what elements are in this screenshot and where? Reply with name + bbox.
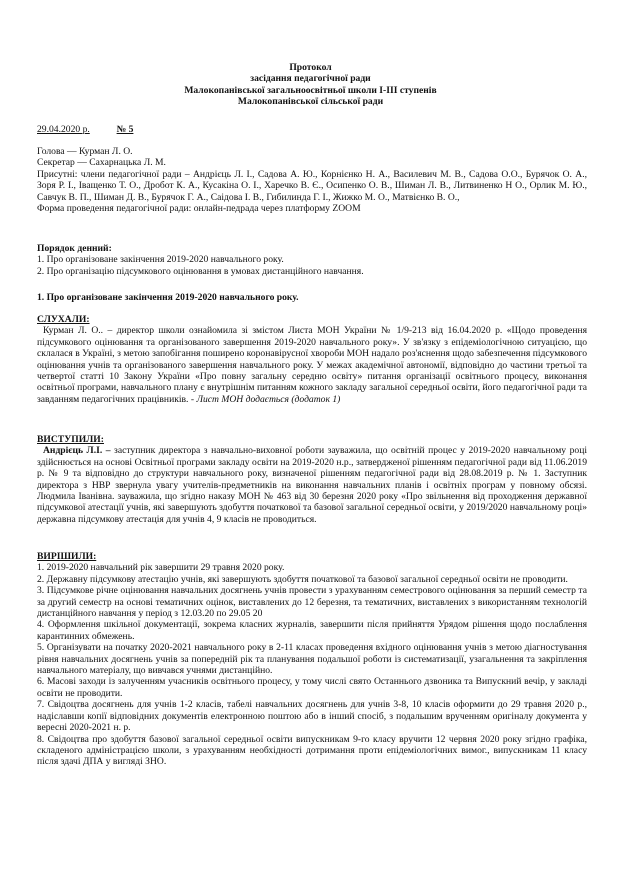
spoke-text: [37, 445, 587, 525]
agenda-block: [37, 243, 587, 277]
heard-title: СЛУХАЛИ:: [37, 314, 90, 325]
meeting-date: 29.04.2020 р.: [37, 124, 90, 135]
decision-item: 8. Свідоцтва про здобуття базової загальної середньої освіти випускникам 9-го класу вручити 12 червня 2020 року згідно графіка, складеного адміністрацією школи, з урахуванням необхідності дотримання проти епідеміологічних вимог., випускникам 11 класу після здачі ДПА у вигляді ЗНО.: [37, 733, 587, 768]
secretary-line: Секретар — Сахарнацька Л. М.: [37, 157, 166, 169]
decision-item: 1. 2019-2020 навчальний рік завершити 29 травня 2020 року.: [37, 562, 285, 574]
date-number-line: [37, 124, 587, 135]
chair-line: Голова — Курман Л. О.: [37, 146, 133, 157]
heard-block: [37, 314, 587, 405]
spoke-block: [37, 434, 587, 525]
protocol-subtitle: засідання педагогічної ради: [250, 73, 371, 85]
meeting-form: Форма проведення педагогічної ради: онлайн-педрада через платформу ZOOM: [37, 203, 361, 215]
decision-item: 4. Оформлення шкільної документації, зокрема класних журналів, завершити після прийняття Урядом рішення щодо послаблення карантинних обмежень.: [37, 619, 587, 642]
heard-text: [37, 325, 587, 405]
decision-item: 6. Масові заходи із залученням учасників освітнього процесу, у тому числі свято Останнього дзвоника та Випускний вечір, у закладі освіти не проводити.: [37, 676, 587, 699]
participants-block: [37, 146, 587, 214]
decision-item: 3. Підсумкове річне оцінювання навчальних досягнень учнів провести з урахуванням семестрового оцінювання за перший семестр та за другий семестр на основі тематичних оцінок, виставлених до 12 березня, та тематичних, виставлених з використанням технологій дистанційного навчання у період з 12.03.20 по 29.05 20: [37, 585, 587, 620]
spoke-body: заступник директора з навчально-виховної роботи зауважила, що освітній процес у 2019-2020 навчальному році здійснюється на основі Освітньої програми закладу освіти на 2019-2020 н.р., затвердженої рішенням педагогічної ради від 11.06.2019 р. № 9 та відповідно до структури навчального року, визначеної рішенням педагогічної ради від 28.08.2019 р. № 1. Заступник директора з НВР звернула увагу учителів-предметників на виконання навчальних планів і освітніх програм у повному обсязі. Людмила Іванівна. зауважила, що згідно наказу МОН № 463 від 30 березня 2020 року «Про звільнення від проходження державної підсумкової атестації учнів, які завершують здобуття початкової та базової загальної середньої освіти, у 2019/2020 навчальному році» державна підсумкову атестація для учнів 4, 9 класів не проводиться.: [37, 445, 587, 525]
decided-title: ВИРІШИЛИ:: [37, 551, 97, 562]
section-1-title: 1. Про організоване закінчення 2019-2020 навчального року.: [37, 292, 299, 303]
council-name: Малокопанівської сільської ради: [237, 96, 384, 108]
protocol-number: № 5: [116, 124, 134, 135]
agenda-item: 2. Про організацію підсумкового оцінювання в умовах дистанційного навчання.: [37, 265, 364, 277]
present-list: Присутні: члени педагогічної ради – Андрієць Л. І., Садова А. Ю., Корнієнко Н. А., Василевич М. В., Садова О.О., Бурячок О. А., Зоря Р. І., Іващенко Т. О., Дробот К. А., Кусакіна О. І., Харечко В. Є., Осипенко О. В., Шиман Л. В., Литвиненко Н О., Орлик М. Ю., Савчук В. П., Шиман Д. В., Бурячок Г. А., Саідова І. В., Гибилинда Г. І., Жижко М. О., Матвієнко В. О.,: [37, 168, 587, 203]
decision-item: 7. Свідоцтва досягнень для учнів 1-2 класів, табелі навчальних досягнень для учнів 3-8, 10 класів оформити до 29 травня 2020 р., надіславши копії відповідних документів електронною поштою або в інший спосіб, з подальшим врученням оригіналу документа у вересні 2020-2021 н. р.: [37, 699, 587, 734]
heard-body: Курман Л. О.. – директор школи ознайомила зі змістом Листа МОН України № 1/9-213 від 16.04.2020 р. «Щодо проведення підсумкового оцінювання та організованого завершення 2019-2020 навчального року». У зв'язку з епідеміологічною ситуацією, що склалася в Україні, з метою запобігання поширено коронавірусної хвороби МОН надало роз'яснення щодо забезпечення підсумкового оцінювання учнів та організованого завершення навчального року. У межах академічної автономії, відповідно до частини третьої та четвертої статті 10 Закону України «Про повну загальну середню освіту» питання організації освітнього процесу, виконання освітньої програми, навчального плану є внутрішнім питанням кожного закладу загальної середньої освіти, його педагогічної ради та завданням педагогічних працівників.: [37, 325, 587, 405]
protocol-header: [0, 62, 621, 108]
spoke-title: ВИСТУПИЛИ:: [37, 434, 104, 445]
decision-item: 2. Державну підсумкову атестацію учнів, які завершують здобуття початкової та базової загальної середньої освіти не проводити.: [37, 573, 568, 585]
agenda-item: 1. Про організоване закінчення 2019-2020 навчального року.: [37, 254, 284, 266]
decided-block: [37, 551, 587, 768]
protocol-title: Протокол: [289, 62, 332, 73]
speaker-name: Андрієць Л.І. –: [43, 445, 111, 457]
agenda-title: Порядок денний:: [37, 243, 112, 254]
school-name: Малокопанівської загальноосвітньої школи І-ІІІ ступенів: [184, 84, 437, 96]
decision-item: 5. Організувати на початку 2020-2021 навчального року в 2-11 класах проведення вхідного оцінювання учнів з метою діагностування рівня навчальних досягнень учнів за попередній рік та планування подальшої роботи із систематизації, узагальнення та закріплення навчального матеріалу, що вивчався учнями дистанційно.: [37, 642, 587, 677]
heard-note: - Лист МОН додається (додаток 1): [188, 393, 341, 405]
